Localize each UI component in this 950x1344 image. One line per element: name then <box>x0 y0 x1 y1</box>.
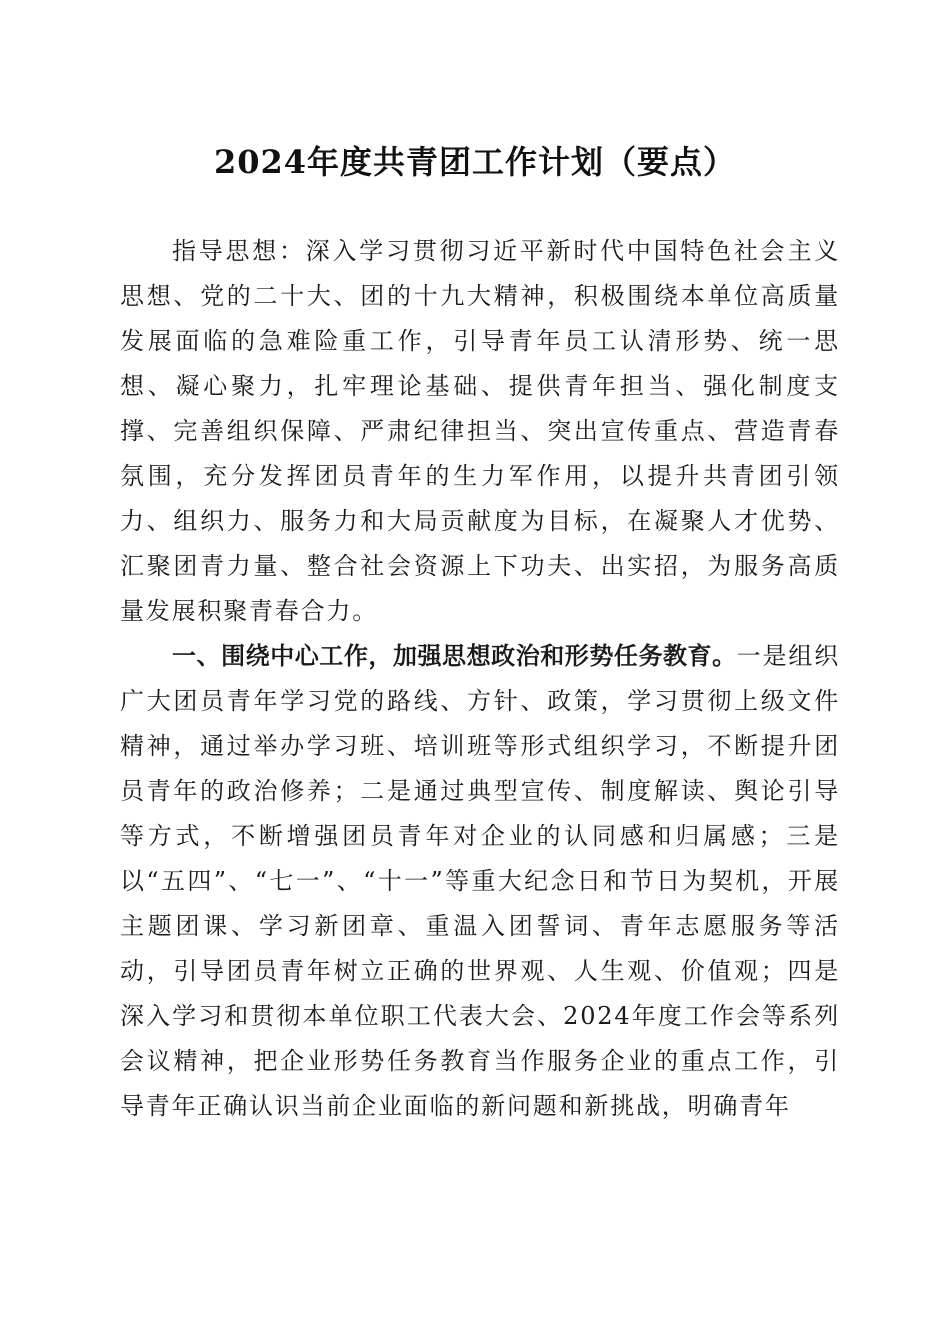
document-title: 2024年度共青团工作计划（要点） <box>213 143 737 181</box>
section-heading: 一、围绕中心工作，加强思想政治和形势任务教育。 <box>172 642 737 670</box>
paragraph-guiding-thought <box>120 229 840 634</box>
paragraph-section-one <box>120 634 840 1129</box>
paragraph-text: 指导思想：深入学习贯彻习近平新时代中国特色社会主义思想、党的二十大、团的十九大精神，积极围绕本单位高质量发展面临的急难险重工作，引导青年员工认清形势、统一思想、凝心聚力，扎牢理论基础、提供青年担当、强化制度支撑、完善组织保障、严肃纪律担当、突出宣传重点、营造青春氛围，充分发挥团员青年的生力军作用，以提升共青团引领力、组织力、服务力和大局贡献度为目标，在凝聚人才优势、汇聚团青力量、整合社会资源上下功夫、出实招，为服务高质量发展积聚青春合力。 <box>120 237 840 625</box>
document-body <box>120 229 840 1129</box>
paragraph-text: 一是组织广大团员青年学习党的路线、方针、政策，学习贯彻上级文件精神，通过举办学习班、培训班等形式组织学习，不断提升团员青年的政治修养；二是通过典型宣传、制度解读、舆论引导等方式，不断增强团员青年对企业的认同感和归属感；三是以“五四”、“七一”、“十一”等重大纪念日和节日为契机，开展主题团课、学习新团章、重温入团誓词、青年志愿服务等活动，引导团员青年树立正确的世界观、人生观、价值观；四是深入学习和贯彻本单位职工代表大会、2024年度工作会等系列会议精神，把企业形势任务教育当作服务企业的重点工作，引导青年正确认识当前企业面临的新问题和新挑战，明确青年 <box>120 642 841 1120</box>
